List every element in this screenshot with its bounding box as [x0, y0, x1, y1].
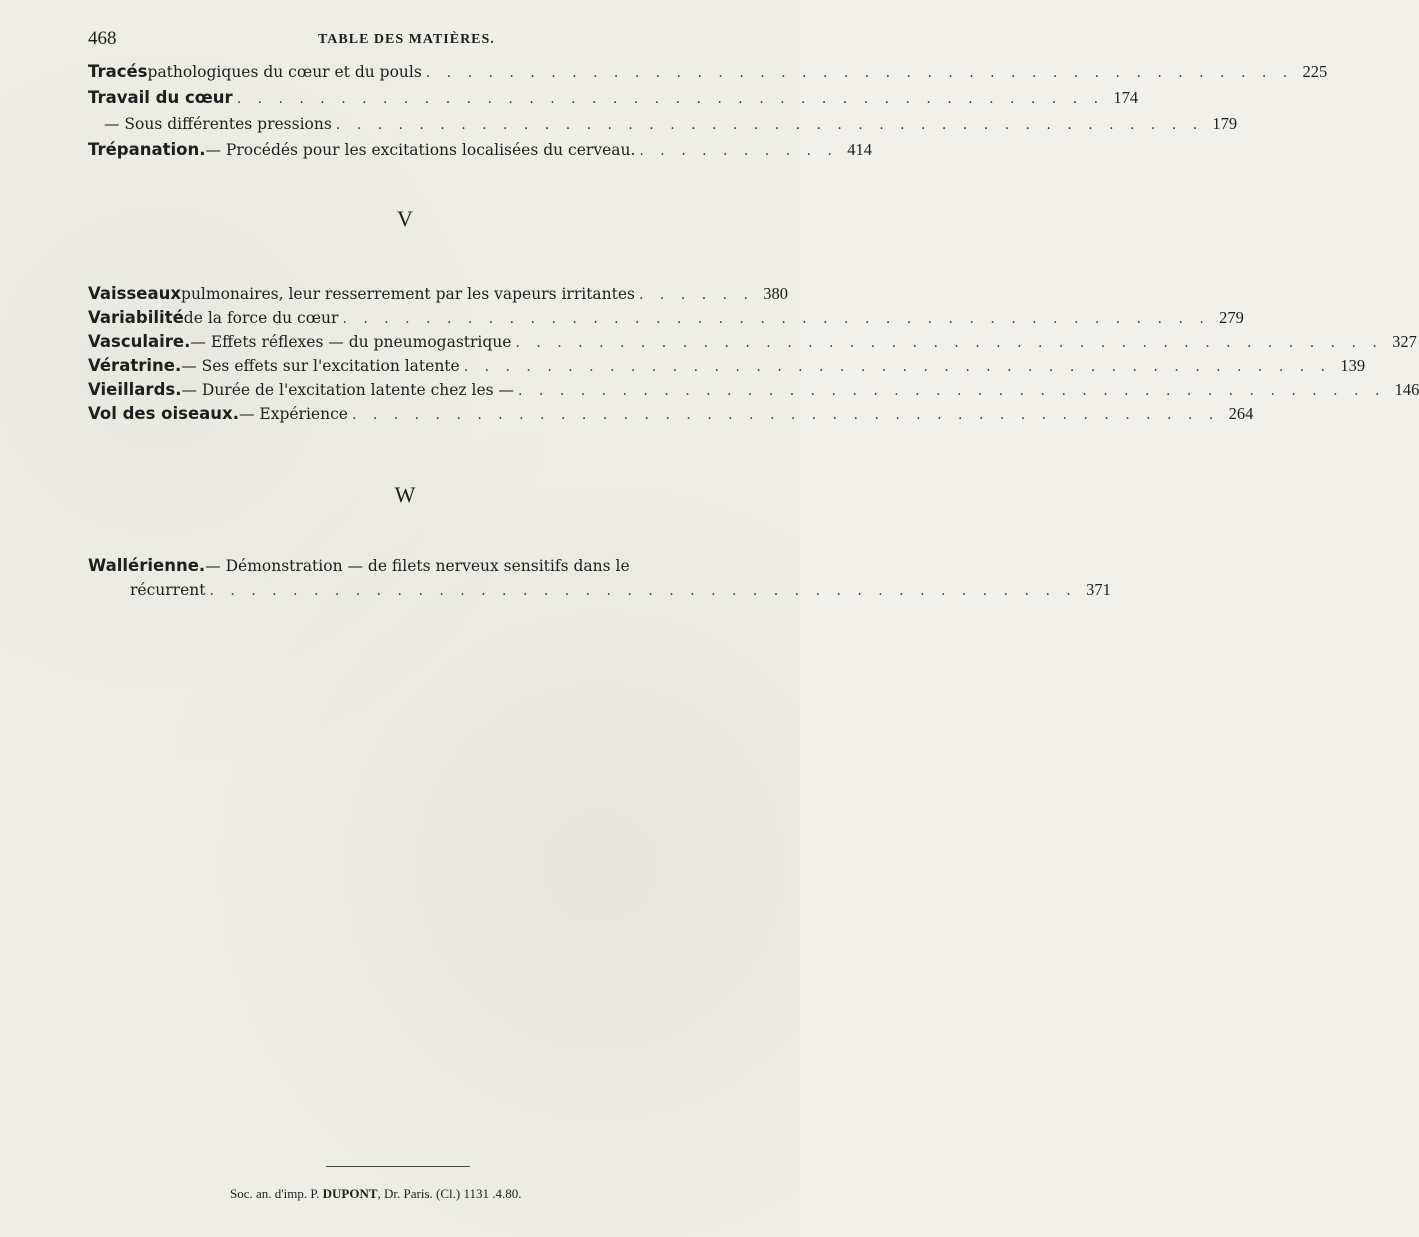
entry-term: Wallérienne.	[88, 556, 206, 575]
entry-term: Tracés	[88, 62, 148, 81]
imprint-name: DUPONT	[322, 1186, 378, 1201]
entry-page: 279	[1219, 308, 1244, 327]
entry-page: 146	[1394, 380, 1419, 399]
entry-term: Vieillards.	[88, 380, 182, 399]
index-entry	[88, 554, 726, 578]
entry-description: — Sous différentes pressions	[104, 115, 332, 133]
entry-term: Vol des oiseaux.	[88, 404, 239, 423]
index-entry	[88, 330, 1417, 354]
entry-page: 414	[847, 140, 872, 159]
index-entry	[88, 112, 1238, 136]
printer-imprint	[230, 1186, 630, 1202]
index-entry-continuation	[88, 578, 1111, 602]
section-letter-w: W	[394, 482, 416, 507]
entry-description: — Ses effets sur l'excitation latente	[181, 357, 460, 375]
leader-dots: . . . . . . . . . .	[639, 143, 838, 159]
index-entry	[88, 402, 1254, 426]
entry-description: de la force du cœur	[183, 309, 339, 327]
page-number: 468	[88, 28, 117, 49]
leader-dots: . . . . . . . . . . . . . . . . . . . . . . . . . . . . . . . . . . . . . . . . . .	[425, 65, 1294, 81]
entry-term: Travail du cœur	[88, 88, 233, 107]
entry-page: 179	[1212, 114, 1238, 133]
index-entry	[88, 306, 1244, 330]
leader-dots: . . . . . . . . . . . . . . . . . . . . . . . . . . . . . . . . . . . . . . . . . .	[518, 383, 1386, 399]
entry-description: — Expérience	[238, 405, 348, 423]
entry-page: 174	[1113, 88, 1139, 107]
index-entry	[88, 86, 1139, 110]
entry-description: — Durée de l'excitation latente chez les —	[181, 381, 515, 399]
index-entry	[88, 138, 872, 162]
leader-dots: . . . . . . . . . . . . . . . . . . . . . . . . . . . . . . . . . . . . . . . . . .	[463, 359, 1332, 375]
entry-description: pulmonaires, leur resserrement par les vapeurs irritantes	[181, 285, 636, 303]
leader-dots: . . . . . . . . . . . . . . . . . . . . . . . . . . . . . . . . . . . . . . . . . .	[342, 311, 1210, 327]
entry-page: 225	[1302, 62, 1328, 81]
index-entry	[88, 354, 1366, 378]
entry-term: Vasculaire.	[88, 332, 191, 351]
leader-dots: . . . . . .	[639, 287, 754, 303]
entry-description: — Effets réflexes — du pneumogastrique	[190, 333, 512, 351]
entry-description: — Procédés pour les excitations localisées du cerveau.	[205, 141, 636, 159]
entry-page: 139	[1340, 356, 1366, 375]
entry-description: — Démonstration — de filets nerveux sensitifs dans le	[205, 557, 630, 575]
entry-term: Variabilité	[88, 308, 184, 327]
entry-description: récurrent	[130, 581, 206, 599]
entry-description: pathologiques du cœur et du pouls	[147, 63, 422, 81]
entry-page: 380	[763, 284, 788, 303]
leader-dots: . . . . . . . . . . . . . . . . . . . . . . . . . . . . . . . . . . . . . . . . . .	[236, 91, 1105, 107]
entry-term: Trépanation.	[88, 140, 206, 159]
leader-dots: . . . . . . . . . . . . . . . . . . . . . . . . . . . . . . . . . . . . . . . . . .	[351, 407, 1220, 423]
leader-dots: . . . . . . . . . . . . . . . . . . . . . . . . . . . . . . . . . . . . . . . . . .	[515, 335, 1383, 351]
index-entry	[88, 60, 1328, 84]
entry-page: 264	[1228, 404, 1254, 423]
running-title: TABLE DES MATIÈRES.	[318, 32, 495, 47]
footer-rule	[326, 1166, 470, 1167]
leader-dots: . . . . . . . . . . . . . . . . . . . . . . . . . . . . . . . . . . . . . . . . . .	[209, 583, 1077, 599]
index-entry	[88, 378, 1419, 402]
index-entry	[88, 282, 788, 306]
page-header	[88, 28, 728, 52]
imprint-prefix: Soc. an. d'imp. P.	[230, 1186, 323, 1201]
imprint-suffix: , Dr. Paris. (Cl.) 1131 .4.80.	[377, 1186, 522, 1201]
entry-term: Vératrine.	[88, 356, 182, 375]
entry-term: Vaisseaux	[88, 284, 182, 303]
entry-page: 371	[1086, 580, 1111, 599]
section-letter-v: V	[397, 206, 413, 231]
leader-dots: . . . . . . . . . . . . . . . . . . . . . . . . . . . . . . . . . . . . . . . . . .	[335, 117, 1204, 133]
entry-page: 327	[1392, 332, 1417, 351]
